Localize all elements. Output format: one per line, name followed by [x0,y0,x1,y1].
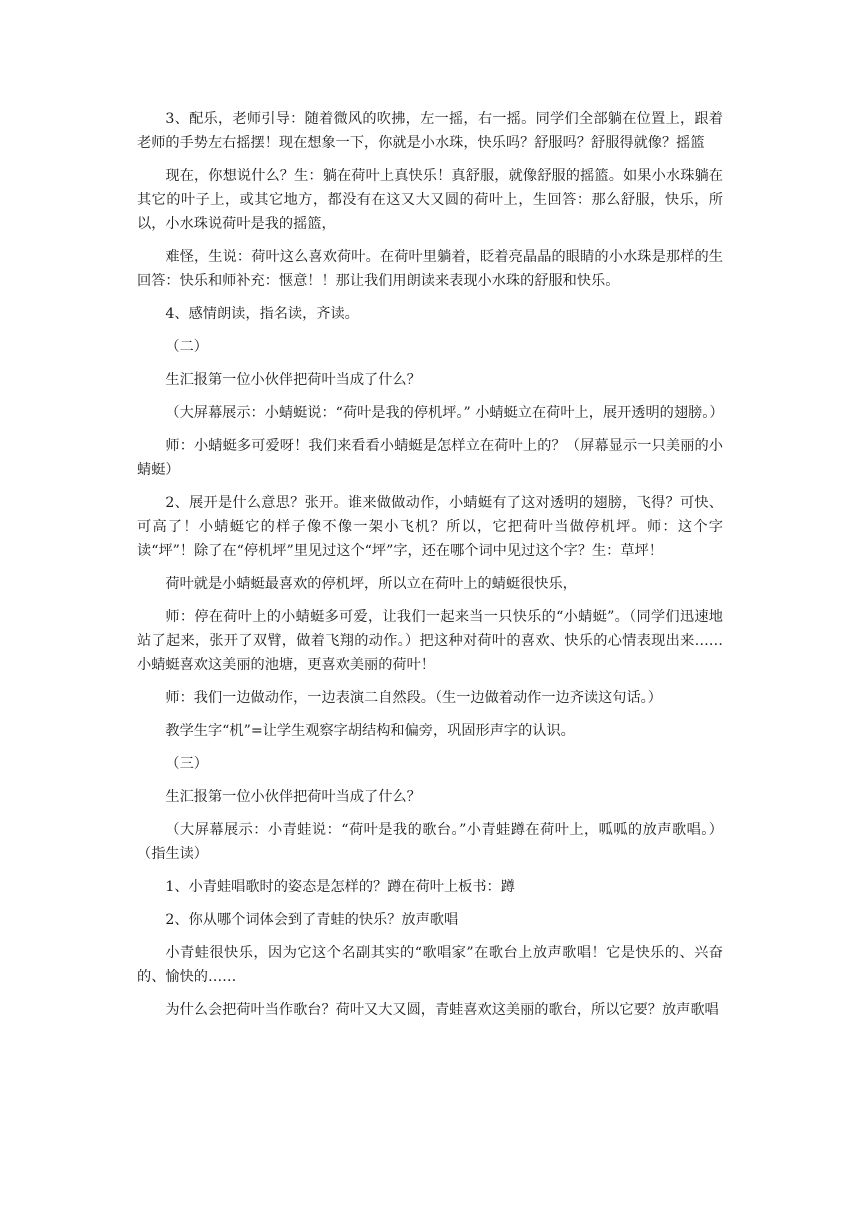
paragraph-18: 2、你从哪个词体会到了青蛙的快乐？放声歌唱 [165,912,459,928]
paragraph-6: 生汇报第一位小伙伴把荷叶当成了什么？ [165,372,421,388]
paragraph-9: 2、展开是什么意思？张开。谁来做做动作，小蜻蜓有了这对透明的翅膀，飞得？可快、可高了！小蜻蜓它的样子像不像一架小飞机？所以，它把荷叶当做停机坪。师：这个字读“坪”！除了在“停机坪”里见过这个“坪”字，还在哪个词中见过这个字？生：草坪！ [137,495,723,559]
paragraph-3: 难怪，生说：荷叶这么喜欢荷叶。在荷叶里躺着，眨着亮晶晶的眼睛的小水珠是那样的生回答：快乐和师补充：惬意！！那让我们用朗读来表现小水珠的舒服和快乐。 [137,249,723,289]
document-body [137,107,723,1022]
paragraph-15: 生汇报第一位小伙伴把荷叶当成了什么？ [165,789,421,805]
paragraph-12: 师：我们一边做动作，一边表演二自然段。（生一边做着动作一边齐读这句话。） [165,690,662,706]
paragraph-13: 教学生字“机”=让学生观察字胡结构和偏旁，巩固形声字的认识。 [165,723,575,739]
paragraph-2: 现在，你想说什么？生：躺在荷叶上真快乐！真舒服，就像舒服的摇篮。如果小水珠躺在其它的叶子上，或其它地方，都没有在这又大又圆的荷叶上，生回答：那么舒服，快乐，所以，小水珠说荷叶是我的摇篮， [137,168,723,232]
paragraph-4: 4、感情朗读，指名读，齐读。 [165,306,359,322]
paragraph-20: 为什么会把荷叶当作歌台？荷叶又大又圆，青蛙喜欢这美丽的歌台，所以它要？放声歌唱 [165,1002,719,1018]
paragraph-17: 1、小青蛙唱歌时的姿态是怎样的？蹲在荷叶上板书：蹲 [165,879,515,895]
paragraph-10: 荷叶就是小蜻蜓最喜欢的停机坪，所以立在荷叶上的蜻蜓很快乐， [165,576,577,592]
paragraph-8: 师：小蜻蜓多可爱呀！我们来看看小蜻蜓是怎样立在荷叶上的？（屏幕显示一只美丽的小蜻蜓） [137,438,723,478]
paragraph-1: 3、配乐，老师引导：随着微风的吹拂，左一摇，右一摇。同学们全部躺在位置上，跟着老师的手势左右摇摆！现在想象一下，你就是小水珠，快乐吗？舒服吗？舒服得就像？摇篮 [137,111,723,151]
paragraph-19: 小青蛙很快乐，因为它这个名副其实的“歌唱家”在歌台上放声歌唱！它是快乐的、兴奋的、愉快的…… [137,945,723,985]
paragraph-7: （大屏幕展示：小蜻蜓说：“荷叶是我的停机坪。” 小蜻蜓立在荷叶上，展开透明的翅膀。） [165,405,724,421]
section-heading-3: （三） [165,756,208,772]
paragraph-16: （大屏幕展示：小青蛙说：“荷叶是我的歌台。”小青蛙蹲在荷叶上，呱呱的放声歌唱。）（指生读） [137,822,723,862]
section-heading-2: （二） [165,339,208,355]
paragraph-11: 师：停在荷叶上的小蜻蜓多可爱，让我们一起来当一只快乐的“小蜻蜓”。（同学们迅速地站了起来，张开了双臂，做着飞翔的动作。）把这种对荷叶的喜欢、快乐的心情表现出来……小蜻蜓喜欢这美丽的池塘，更喜欢美丽的荷叶！ [137,609,723,673]
